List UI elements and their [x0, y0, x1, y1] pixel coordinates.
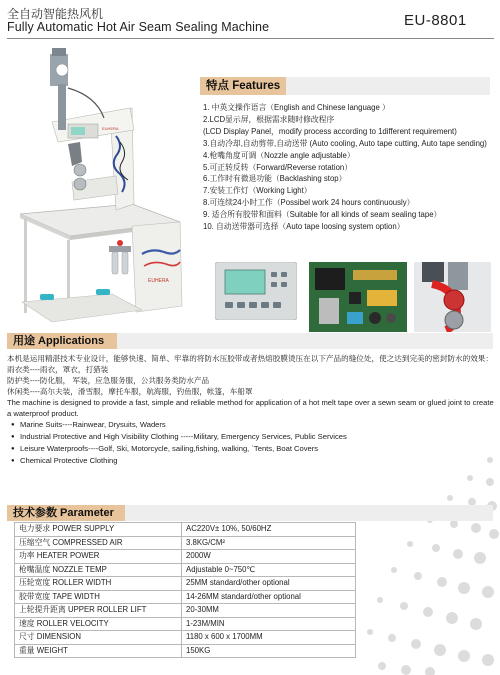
- application-bullet: ● Chemical Protective Clothing: [7, 455, 494, 467]
- applications-intro-en: The machine is designed to provide a fast, simple and reliable method for application of a hot melt tape over a sewn seam or glued joint to create a waterproof product.: [7, 398, 494, 418]
- param-value: 1180 x 600 x 1700MM: [182, 631, 356, 645]
- applications-intro-cn: 本机是运用精湛技术专业设计，能够快速、简单、牢靠的将防水压胶带或者热熔胶膜烫压在以下产品的缝位处，使之达到完美的密封防水的效果：: [7, 354, 493, 363]
- table-row: [15, 563, 356, 577]
- param-name: 电力要求 POWER SUPPLY: [15, 523, 182, 537]
- param-name: 尺寸 DIMENSION: [15, 631, 182, 645]
- param-name: 压轮宽度 ROLLER WIDTH: [15, 577, 182, 591]
- table-row: [15, 604, 356, 618]
- param-name: 功率 HEATER POWER: [15, 550, 182, 564]
- decorative-dots: [350, 450, 500, 675]
- application-bullet: ● Marine Suits----Rainwear, Drysuits, Waders: [7, 419, 494, 431]
- param-value: 1-23M/MIN: [182, 617, 356, 631]
- title-english: Fully Automatic Hot Air Seam Sealing Machine: [7, 20, 270, 34]
- applications-line-cn: 防护类----防化服， 军装，应急服务服，公共服务类防水产品: [7, 376, 210, 385]
- param-value: 3.8KG/CM²: [182, 536, 356, 550]
- param-name: 枪嘴温度 NOZZLE TEMP: [15, 563, 182, 577]
- feature-item: 10. 自动送带器可选择（Auto tape loosing system option）: [203, 222, 405, 232]
- header-divider: [7, 38, 494, 39]
- feature-item: 6.工作时有微退功能（Backlashing stop）: [203, 174, 347, 184]
- param-value: 2000W: [182, 550, 356, 564]
- table-row: [15, 577, 356, 591]
- feature-item: 3.自动冷却,自动剪带,自动送带 (Auto cooling, Auto tape cutting, Auto tape sending): [203, 138, 487, 148]
- feature-item: 7.安装工作灯（Working Light）: [203, 186, 312, 196]
- roller-photo: [414, 262, 491, 332]
- application-bullet: ● Leisure Waterproofs----Golf, Ski, Motorcycle, sailing,fishing, walking, `Tents, Boat Covers: [7, 443, 494, 455]
- feature-item: 4.枪嘴角度可调（Nozzle angle adjustable）: [203, 150, 355, 160]
- param-value: 20-30MM: [182, 604, 356, 618]
- feature-item: 9. 适合所有胶带和面料（Suitable for all kinds of seam sealing tape）: [203, 210, 442, 220]
- feature-item: 1. 中英文操作语言（English and Chinese language ）: [203, 103, 390, 112]
- applications-line-cn: 休闲类----高尔夫装，滑雪服，摩托车服，航海服，钓鱼服，帐篷，车船罩: [7, 387, 253, 396]
- table-row: [15, 644, 356, 658]
- table-row: [15, 631, 356, 645]
- table-row: [15, 617, 356, 631]
- circuit-board-photo: [309, 262, 407, 332]
- machine-image: [12, 44, 190, 324]
- table-row: [15, 590, 356, 604]
- table-row: [15, 550, 356, 564]
- applications-line-cn: 雨衣类----雨衣，罩衣，打猎装: [7, 365, 109, 374]
- applications-heading: 用途 Applications: [7, 333, 117, 349]
- feature-item: 2.LCD显示屏，根据需求随时修改程序: [203, 114, 335, 124]
- param-name: 速度 ROLLER VELOCITY: [15, 617, 182, 631]
- application-bullet: ● Industrial Protective and High Visibility Clothing -----Military, Emergency Services, Public Services: [7, 431, 494, 443]
- feature-item: 5.可正转反转（Forward/Reverse rotation）: [203, 162, 353, 172]
- features-list: [203, 102, 495, 233]
- machine-logo: EUHERA: [148, 278, 169, 284]
- lcd-panel-photo: [215, 262, 297, 320]
- param-name: 重量 WEIGHT: [15, 644, 182, 658]
- arm-logo: EUHERA: [102, 126, 119, 131]
- table-row: [15, 536, 356, 550]
- param-value: 14-26MM standard/other optional: [182, 590, 356, 604]
- feature-item: (LCD Display Panel，modify process according to 1different requirement): [203, 126, 457, 136]
- param-name: 压缩空气 COMPRESSED AIR: [15, 536, 182, 550]
- parameters-heading: 技术参数 Parameter: [7, 505, 125, 521]
- title-chinese: 全自动智能热风机: [7, 7, 104, 21]
- param-value: 25MM standard/other optional: [182, 577, 356, 591]
- param-name: 胶带宽度 TAPE WIDTH: [15, 590, 182, 604]
- table-row: [15, 523, 356, 537]
- param-name: 上轮提升距离 UPPER ROLLER LIFT: [15, 604, 182, 618]
- parameters-table: [14, 522, 356, 658]
- param-value: Adjustable 0~750℃: [182, 563, 356, 577]
- param-value: AC220V± 10%, 50/60HZ: [182, 523, 356, 537]
- param-value: 150KG: [182, 644, 356, 658]
- features-heading: 特点 Features: [200, 77, 286, 95]
- feature-item: 8.可连续24小时工作（Possibel work 24 hours continuously）: [203, 198, 415, 208]
- model-number: EU-8801: [404, 12, 467, 29]
